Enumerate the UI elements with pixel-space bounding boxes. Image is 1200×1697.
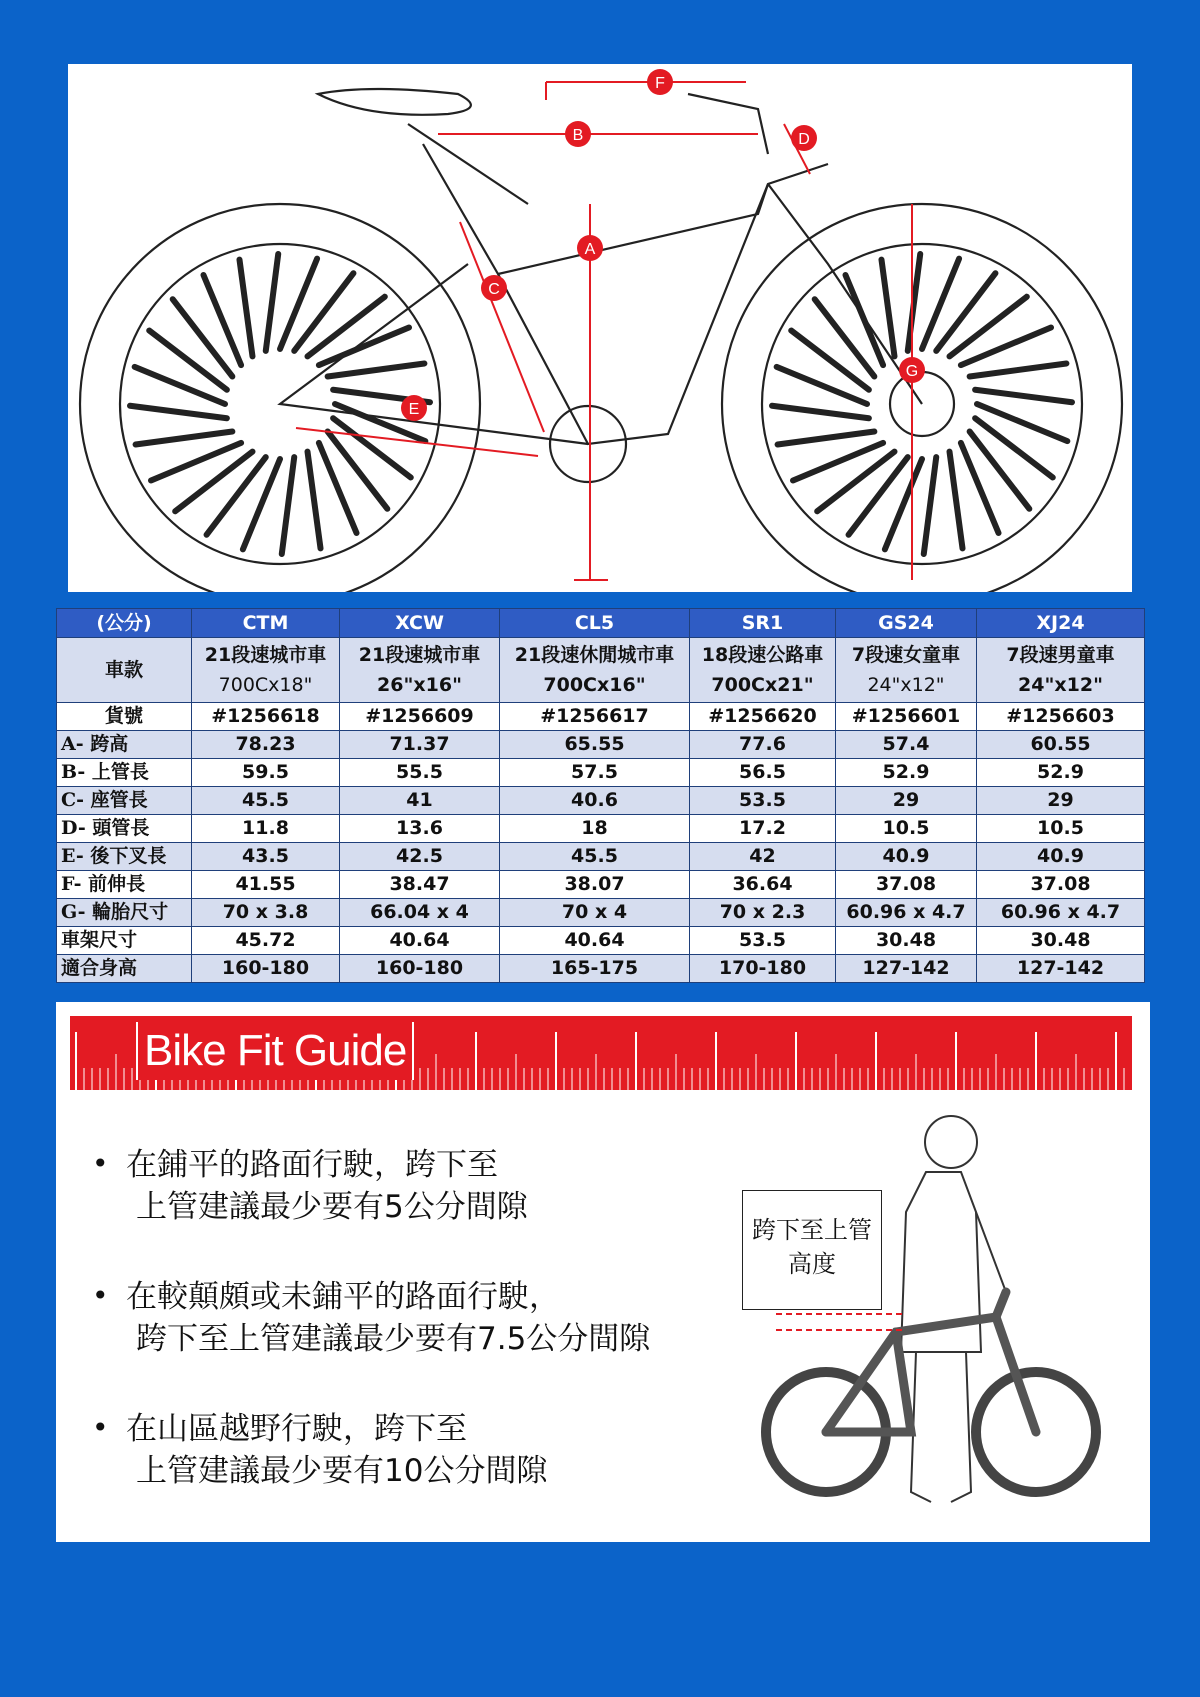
spoke: [950, 297, 1027, 357]
table-cell: 70 x 4: [500, 899, 690, 927]
spoke: [977, 404, 1067, 441]
callout-line: 跨下至上管: [752, 1216, 872, 1244]
table-cell: 42.5: [340, 843, 500, 871]
measure-markers: [401, 69, 925, 421]
tip-line: 在較顛頗或未鋪平的路面行駛，: [126, 1279, 560, 1315]
rider-illustration: [736, 1102, 1136, 1522]
spoke: [845, 275, 883, 365]
table-cell: 13.6: [340, 815, 500, 843]
spoke: [881, 260, 894, 357]
table-row: [57, 899, 1145, 927]
callout-line: 高度: [788, 1250, 836, 1278]
table-cell: 53.5: [690, 787, 836, 815]
spoke: [924, 457, 936, 554]
model-header: CTM: [192, 609, 340, 638]
table-cell: #1256617: [500, 703, 690, 731]
table-cell: 17.2: [690, 815, 836, 843]
spoke: [280, 259, 317, 349]
bullet: •: [92, 1411, 109, 1444]
table-row: [57, 703, 1145, 731]
marker-label: D: [798, 131, 810, 148]
seat-post: [408, 124, 528, 204]
spoke: [778, 432, 875, 445]
spoke: [975, 390, 1072, 402]
model-header: XJ24: [977, 609, 1145, 638]
marker-label: C: [488, 281, 500, 298]
model-name-cell: [836, 638, 977, 703]
row-label: E- 後下叉長: [57, 843, 192, 871]
ruler-banner: [70, 1016, 1132, 1090]
model-header: GS24: [836, 609, 977, 638]
table-cell: 56.5: [690, 759, 836, 787]
table-cell: 40.64: [500, 927, 690, 955]
table-cell: 127-142: [977, 955, 1145, 983]
table-cell: #1256620: [690, 703, 836, 731]
table-cell: 71.37: [340, 731, 500, 759]
row-label: G- 輪胎尺寸: [57, 899, 192, 927]
spoke: [793, 443, 883, 481]
model-name-text: 700Cx21": [711, 674, 814, 696]
table-cell: 45.72: [192, 927, 340, 955]
table-cell: 40.6: [500, 787, 690, 815]
model-header: XCW: [340, 609, 500, 638]
model-name-text: 7段速男童車: [1006, 644, 1115, 666]
spoke: [815, 299, 875, 376]
table-cell: 170-180: [690, 955, 836, 983]
spoke: [950, 452, 963, 549]
spoke: [130, 406, 227, 418]
table-row: [57, 787, 1145, 815]
spoke: [885, 459, 922, 549]
row-label: 適合身高: [57, 955, 192, 983]
table-cell: 52.9: [977, 759, 1145, 787]
bike-frame-icon: [826, 1317, 1036, 1432]
model-name-text: 18段速公路車: [701, 644, 824, 666]
table-row: [57, 927, 1145, 955]
spoke: [319, 327, 409, 365]
model-name-text: 21段速城市車: [358, 644, 481, 666]
table-cell: 10.5: [836, 815, 977, 843]
bike-stem-icon: [996, 1292, 1006, 1317]
table-cell: 42: [690, 843, 836, 871]
spec-table: [56, 608, 1145, 983]
table-cell: 40.64: [340, 927, 500, 955]
spoke: [239, 260, 252, 357]
table-cell: #1256601: [836, 703, 977, 731]
model-name-cell: [340, 638, 500, 703]
table-row: [57, 759, 1145, 787]
tip-line: 在鋪平的路面行駛，跨下至: [126, 1147, 498, 1183]
table-cell: 29: [836, 787, 977, 815]
table-cell: 38.47: [340, 871, 500, 899]
table-row: [57, 731, 1145, 759]
table-row: [57, 815, 1145, 843]
table-cell: 60.96 x 4.7: [977, 899, 1145, 927]
spoke: [328, 432, 388, 509]
spoke: [922, 259, 959, 349]
table-cell: 57.5: [500, 759, 690, 787]
model-name-cell: [690, 638, 836, 703]
model-name-text: 21段速城市車: [204, 644, 327, 666]
model-name-text: 21段速休閒城市車: [514, 644, 675, 666]
list-item: [90, 1144, 710, 1228]
model-name-text: 7段速女童車: [851, 644, 961, 666]
table-cell: 78.23: [192, 731, 340, 759]
table-cell: #1256618: [192, 703, 340, 731]
row-label: 車款: [57, 638, 192, 703]
table-cell: 59.5: [192, 759, 340, 787]
spoke: [961, 327, 1051, 365]
row-label: C- 座管長: [57, 787, 192, 815]
model-header: SR1: [690, 609, 836, 638]
spoke: [970, 432, 1030, 509]
tip-line: 上管建議最少要有5公分間隙: [136, 1189, 528, 1225]
table-cell: 41.55: [192, 871, 340, 899]
spoke: [817, 452, 894, 512]
table-body: [57, 638, 1145, 983]
spoke: [908, 254, 920, 351]
table-cell: 160-180: [192, 955, 340, 983]
model-name-text: 26"x16": [377, 674, 462, 696]
spoke: [136, 432, 233, 445]
model-name-text: 24"x12": [1018, 674, 1103, 696]
table-cell: 77.6: [690, 731, 836, 759]
marker-label: A: [584, 241, 596, 258]
table-cell: 70 x 3.8: [192, 899, 340, 927]
model-name-cell: [977, 638, 1145, 703]
table-cell: 160-180: [340, 955, 500, 983]
table-cell: 60.55: [977, 731, 1145, 759]
table-cell: 40.9: [836, 843, 977, 871]
marker-label: G: [905, 363, 919, 380]
table-cell: 60.96 x 4.7: [836, 899, 977, 927]
table-header-row: [57, 609, 1145, 638]
table-cell: #1256609: [340, 703, 500, 731]
table-cell: 11.8: [192, 815, 340, 843]
row-label: B- 上管長: [57, 759, 192, 787]
spoke: [243, 459, 280, 549]
spoke: [203, 275, 241, 365]
table-cell: 65.55: [500, 731, 690, 759]
bike-geometry-diagram: [68, 64, 1132, 592]
spoke: [151, 443, 241, 481]
table-cell: 52.9: [836, 759, 977, 787]
spoke: [772, 406, 869, 418]
table-row: [57, 843, 1145, 871]
table-cell: 45.5: [192, 787, 340, 815]
row-label: D- 頭管長: [57, 815, 192, 843]
spoke: [175, 452, 252, 512]
spoke: [319, 443, 357, 533]
spoke: [777, 367, 867, 404]
table-cell: #1256603: [977, 703, 1145, 731]
rider-legs: [911, 1352, 971, 1502]
top-tube: [498, 184, 768, 274]
saddle: [318, 89, 471, 115]
spoke: [173, 299, 233, 376]
model-name-text: 700Cx18": [218, 674, 313, 696]
bullet: •: [92, 1147, 109, 1180]
table-corner: (公分): [57, 609, 192, 638]
table-cell: 57.4: [836, 731, 977, 759]
table-cell: 10.5: [977, 815, 1145, 843]
table-cell: 37.08: [836, 871, 977, 899]
table-cell: 66.04 x 4: [340, 899, 500, 927]
spoke: [328, 363, 425, 376]
spoke: [135, 367, 225, 404]
crotch-height-callout: [742, 1190, 882, 1310]
table-cell: 53.5: [690, 927, 836, 955]
table-cell: 55.5: [340, 759, 500, 787]
spoke: [970, 363, 1067, 376]
tip-line: 跨下至上管建議最少要有7.5公分間隙: [136, 1321, 651, 1357]
guide-title: Bike Fit Guide: [136, 1022, 414, 1080]
tip-line: 上管建議最少要有10公分間隙: [136, 1453, 548, 1489]
bike-fit-guide: [56, 1002, 1150, 1542]
table-cell: 18: [500, 815, 690, 843]
table-row: [57, 871, 1145, 899]
model-name-text: 700Cx16": [543, 674, 646, 696]
table-cell: 36.64: [690, 871, 836, 899]
table-row: [57, 955, 1145, 983]
spoke: [961, 443, 999, 533]
row-label: F- 前伸長: [57, 871, 192, 899]
bike-geometry-svg: [68, 64, 1132, 592]
handlebar: [688, 94, 768, 154]
table-cell: 127-142: [836, 955, 977, 983]
table-cell: 165-175: [500, 955, 690, 983]
row-label: 車架尺寸: [57, 927, 192, 955]
table-cell: 29: [977, 787, 1145, 815]
table-cell: 45.5: [500, 843, 690, 871]
table-cell: 30.48: [836, 927, 977, 955]
marker-label: F: [655, 75, 665, 92]
measure-line-c: [460, 222, 544, 432]
tip-line: 在山區越野行駛，跨下至: [126, 1411, 467, 1447]
table-cell: 40.9: [977, 843, 1145, 871]
spoke: [266, 254, 278, 351]
table-row: [57, 638, 1145, 703]
spoke: [308, 297, 385, 357]
row-label: 貨號: [57, 703, 192, 731]
marker-label: B: [572, 127, 584, 144]
stays: [280, 264, 588, 444]
list-item: [90, 1408, 710, 1492]
table-cell: 38.07: [500, 871, 690, 899]
list-item: [90, 1276, 710, 1360]
model-header: CL5: [500, 609, 690, 638]
model-name-text: 24"x12": [867, 674, 945, 696]
table-cell: 41: [340, 787, 500, 815]
table-cell: 70 x 2.3: [690, 899, 836, 927]
row-label: A- 跨高: [57, 731, 192, 759]
helmet-icon: [925, 1116, 977, 1168]
marker-label: E: [408, 401, 420, 418]
spoke: [308, 452, 321, 549]
table-cell: 37.08: [977, 871, 1145, 899]
model-name-cell: [500, 638, 690, 703]
table-cell: 43.5: [192, 843, 340, 871]
table-cell: 30.48: [977, 927, 1145, 955]
spoke: [282, 457, 294, 554]
bullet: •: [92, 1279, 109, 1312]
tips-list: [90, 1144, 710, 1540]
model-name-cell: [192, 638, 340, 703]
